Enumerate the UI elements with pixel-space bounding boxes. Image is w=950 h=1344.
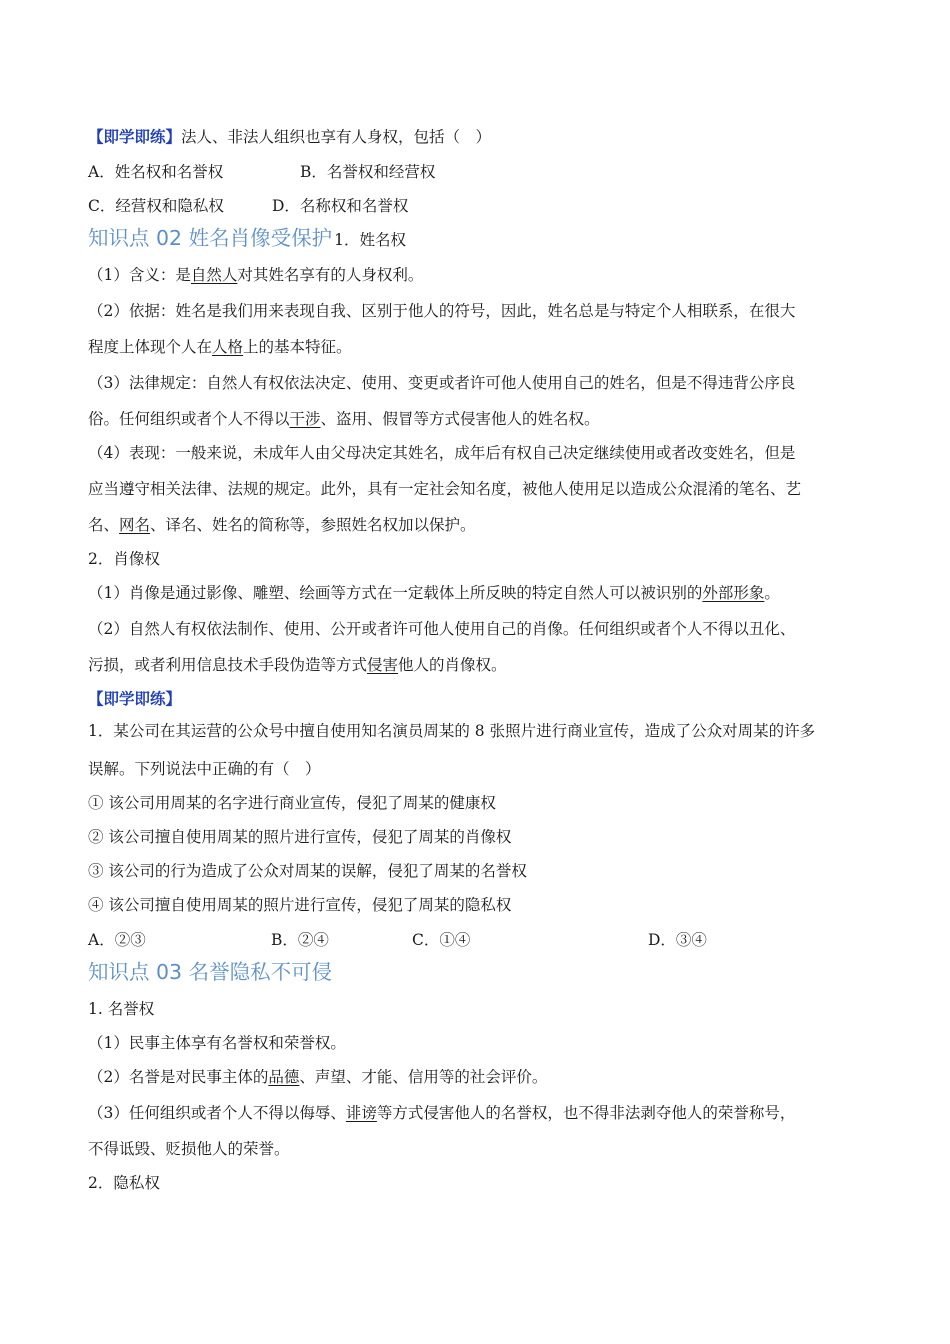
option-a: A．姓名权和名誉权	[88, 163, 224, 181]
section-heading-kp02	[88, 224, 406, 254]
text: 名、	[88, 516, 120, 534]
option-d: D．③④	[648, 931, 707, 949]
subheading-privacy-right: 2．隐私权	[88, 1174, 160, 1192]
paragraph	[88, 582, 780, 604]
underlined-keyword: 网名	[119, 516, 151, 534]
text: 、声望、才能、信用等的社会评价。	[299, 1068, 548, 1086]
question-text: 法人、非法人组织也享有人身权，包括（ ）	[181, 128, 492, 146]
paragraph	[88, 1066, 547, 1088]
text: 对其姓名享有的人身权利。	[237, 266, 424, 284]
text: 、盗用、假冒等方式侵害他人的姓名权。	[320, 410, 600, 428]
question-text: 误解。下列说法中正确的有（ ）	[88, 760, 321, 778]
paragraph: （2）自然人有权依法制作、使用、公开或者许可他人使用自己的肖像。任何组织或者个人不得以丑化、	[88, 620, 796, 638]
statement-3: ③ 该公司的行为造成了公众对周某的误解，侵犯了周某的名誉权	[88, 862, 527, 880]
text: 程度上体现个人在	[88, 338, 213, 356]
paragraph: 应当遵守相关法律、法规的规定。此外，具有一定社会知名度，被他人使用足以造成公众混淆的笔名、艺	[88, 480, 802, 498]
paragraph	[88, 336, 352, 358]
paragraph	[88, 1102, 795, 1124]
underlined-keyword: 自然人	[190, 266, 238, 284]
underlined-keyword: 品德	[268, 1068, 300, 1086]
practice-tag: 【即学即练】	[88, 127, 182, 146]
option-b: B．②④	[271, 931, 329, 949]
practice-question-1	[88, 126, 491, 148]
text: 他人的肖像权。	[398, 656, 507, 674]
paragraph: （1）民事主体享有名誉权和荣誉权。	[88, 1034, 346, 1052]
paragraph	[88, 408, 600, 430]
statement-2: ② 该公司擅自使用周某的照片进行宣传，侵犯了周某的肖像权	[88, 828, 512, 846]
heading-title: 知识点 02 姓名肖像受保护	[88, 226, 333, 250]
section-heading-kp03: 知识点 03 名誉隐私不可侵	[88, 960, 333, 984]
text: 俗。任何组织或者个人不得以	[88, 410, 290, 428]
underlined-keyword: 诽谤	[345, 1104, 377, 1122]
underlined-keyword: 干涉	[289, 410, 321, 428]
option-c: C．①④	[412, 931, 471, 949]
statement-1: ① 该公司用周某的名字进行商业宣传，侵犯了周某的健康权	[88, 794, 496, 812]
text: （3）任何组织或者个人不得以侮辱、	[88, 1104, 346, 1122]
practice-tag: 【即学即练】	[88, 689, 182, 708]
paragraph	[88, 514, 476, 536]
text: 污损，或者利用信息技术手段伪造等方式	[88, 656, 368, 674]
subheading-name-right: 1．姓名权	[334, 231, 406, 249]
text: 上的基本特征。	[243, 338, 352, 356]
text: 、译名、姓名的简称等，参照姓名权加以保护。	[150, 516, 476, 534]
option-b: B．名誉权和经营权	[300, 163, 436, 181]
paragraph: 不得诋毁、贬损他人的荣誉。	[88, 1140, 290, 1158]
subheading-reputation-right: 1. 名誉权	[88, 1000, 155, 1018]
underlined-keyword: 人格	[212, 338, 244, 356]
paragraph	[88, 654, 507, 676]
option-c: C．经营权和隐私权	[88, 197, 224, 215]
text: 。	[764, 584, 780, 602]
text: 等方式侵害他人的名誉权，也不得非法剥夺他人的荣誉称号，	[376, 1104, 796, 1122]
subheading-portrait-right: 2．肖像权	[88, 550, 160, 568]
text: （1）含义：是	[88, 266, 191, 284]
paragraph: （3）法律规定：自然人有权依法决定、使用、变更或者许可他人使用自己的姓名，但是不得违背公序良	[88, 374, 796, 392]
option-d: D．名称权和名誉权	[272, 197, 409, 215]
underlined-keyword: 侵害	[367, 656, 399, 674]
question-text: 1．某公司在其运营的公众号中擅自使用知名演员周某的 8 张照片进行商业宣传，造成了公众对周某的许多	[88, 722, 816, 740]
paragraph: （2）依据：姓名是我们用来表现自我、区别于他人的符号，因此，姓名总是与特定个人相联系，在很大	[88, 302, 796, 320]
underlined-keyword: 外部形象	[702, 584, 765, 602]
option-a: A．②③	[88, 931, 146, 949]
text: （2）名誉是对民事主体的	[88, 1068, 269, 1086]
text: （1）肖像是通过影像、雕塑、绘画等方式在一定载体上所反映的特定自然人可以被识别的	[88, 584, 703, 602]
paragraph: （4）表现：一般来说，未成年人由父母决定其姓名，成年后有权自己决定继续使用或者改变姓名，但是	[88, 444, 796, 462]
statement-4: ④ 该公司擅自使用周某的照片进行宣传，侵犯了周某的隐私权	[88, 896, 512, 914]
paragraph	[88, 264, 423, 286]
